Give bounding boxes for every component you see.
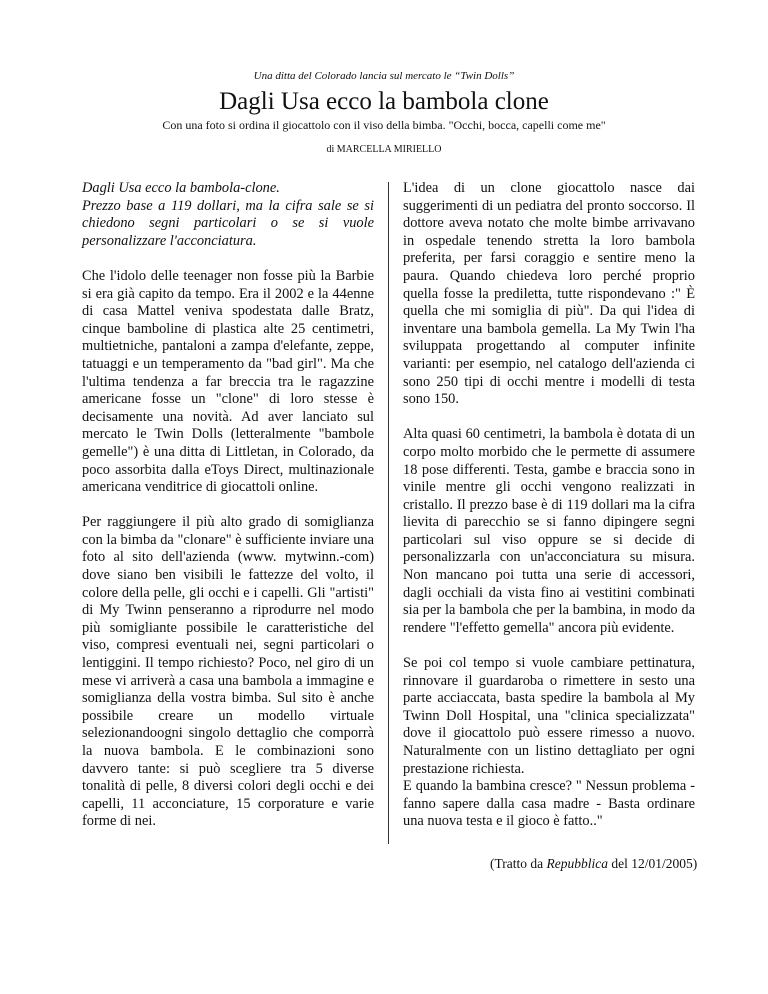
body-paragraph: Che l'idolo delle teenager non fosse più la Barbie si era già capito da tempo. Era il 2002 e la 44enne di casa Mattel veniva spodestata dalle Bratz, cinque bamboline di plastica alte 25 centimetri, multietniche, pantaloni a zampa d'elefante, zeppe, tatuaggi e un temperamento da "bad girl". Ma che l'ultima tendenza a far breccia tra le ragazzine americane fosse un "clone" di loro stesse è decisamente una novità. Ad aver lanciato sul mercato le Twin Dolls (letteralmente "bambole gemelle") è una ditta di Littletan, in Colorado, da poco assorbita dalla eToys Direct, multinazionale americana venditrice di giocattoli online. (82, 267, 374, 496)
credit-prefix: (Tratto da (490, 856, 547, 871)
article-kicker: Una ditta del Colorado lancia sul mercato le “Twin Dolls” (253, 70, 515, 82)
lead-line-2: Prezzo base a 119 dollari, ma la cifra sale se si chiedono segni particolari o se si vuole personalizzare l'acconciatura. (82, 197, 374, 249)
lead-paragraph (82, 180, 374, 250)
body-paragraph: Per raggiungere il più alto grado di somiglianza con la bimba da "clonare" è sufficiente inviare una foto al sito dell'azienda (www. mytwinn.-com) dove siano ben visibili le fattezze del volto, il colore della pelle, gli occhi e i capelli. Gli "artisti" di My Twinn penseranno a riprodurre nel modo più somigliante possibile le caratteristiche del viso, compresi eventuali nei, segni particolari o lentiggini. Il tempo richiesto? Poco, nel giro di un mese vi arriverà a casa una bambola a immagine e somiglianza della vostra bimba. Sul sito è anche possibile creare un modello virtuale selezionandoogni singolo dettaglio che comporrà la nuova bambola. E le combinazioni sono davvero tante: si può scegliere tra 5 diverse tonalità di pelle, 8 diversi colori degli occhi e dei capelli, 11 acconciature, 15 corporature e varie forme di nei. (82, 514, 374, 830)
article-headline: Dagli Usa ecco la bambola clone (219, 88, 549, 115)
article-subhead: Con una foto si ordina il giocattolo con il viso della bimba. "Occhi, bocca, capelli come me" (162, 118, 606, 132)
column-divider (388, 182, 389, 844)
body-text: E quando la bambina cresce? " Nessun problema - fanno sapere dalla casa madre - Basta ordinare una nuova testa e il gioco è fatto.." (403, 778, 695, 830)
credit-suffix: del 12/01/2005) (607, 856, 698, 871)
credit-source: Repubblica (546, 856, 608, 871)
body-paragraph: L'idea di un clone giocattolo nasce dai suggerimenti di un pediatra del pronto soccorso. Il dottore aveva notato che molte bimbe arrivavano in ospedale tenendo stretta la loro bambola preferita, per farsi coraggio e sentire meno la paura. Quando chiedeva loro perché proprio quella fosse la prediletta, tutte rispondevano :" È quella che mi somiglia di più". Da qui l'idea di inventare una bambola gemella. La My Twin l'ha sviluppata progettando al computer infinite varianti: per esempio, nel catalogo dell'azienda ci sono 250 tipi di occhi mentre i modelli di testa sono 150. (403, 180, 695, 408)
body-paragraph: Alta quasi 60 centimetri, la bambola è dotata di un corpo molto morbido che le permette di assumere 18 pose differenti. Testa, gambe e braccia sono in vinile mentre gli occhi vengono realizzati in cristallo. Il prezzo base è di 119 dollari ma la cifra lievita di parecchio se si fanno dipingere segni particolari sul viso oppure se si decide di personalizzarla con un'acconciatura su misura. Non mancano poi tutta una serie di accessori, dagli occhiali da vista fino ai vestitini combinati sia per la bambola che per la bambina, in modo da rendere "l'effetto gemella" ancora più evidente. (403, 426, 695, 636)
body-paragraph (403, 655, 695, 831)
lead-line-1: Dagli Usa ecco la bambola-clone. (82, 180, 280, 196)
article-byline: di MARCELLA MIRIELLO (326, 144, 442, 155)
left-column (82, 180, 374, 849)
source-credit (490, 856, 720, 872)
body-text: Se poi col tempo si vuole cambiare pettinatura, rinnovare il guardaroba o rimettere in sesto una parte acciaccata, basta spedire la bambola al My Twinn Doll Hospital, una "clinica specializzata" dove il giocattolo può essere rimesso a nuovo. Naturalmente con un listino dettagliato per ogni prestazione richiesta. (403, 655, 695, 777)
right-column (403, 180, 695, 849)
